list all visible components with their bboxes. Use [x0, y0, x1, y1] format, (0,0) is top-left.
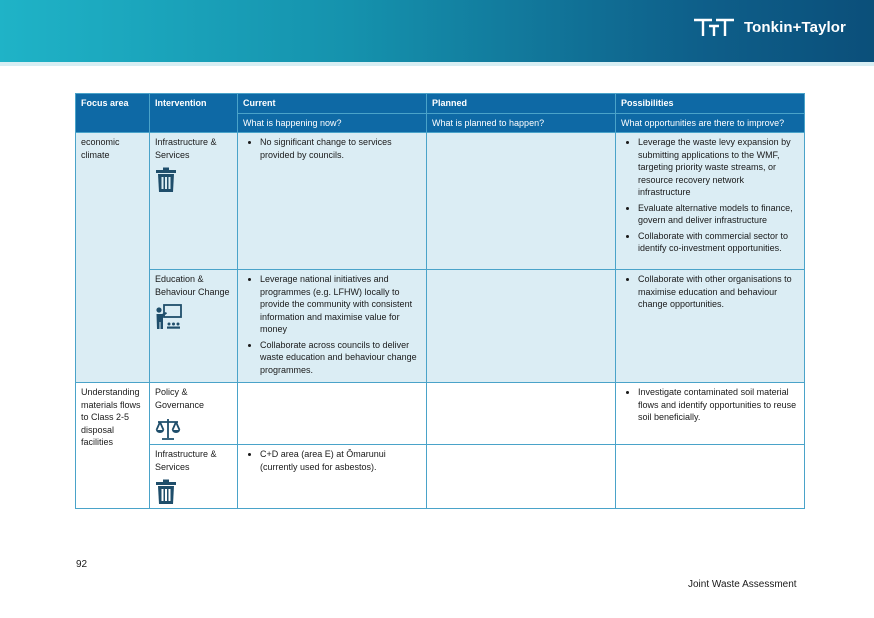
page-number: 92	[76, 559, 88, 570]
brand-logo	[692, 16, 846, 38]
list-item: • Collaborate with commercial sector to identify co-investment opportunities.	[638, 230, 799, 255]
intervention-cell	[150, 445, 238, 509]
planned-cell	[427, 445, 616, 509]
possibilities-cell	[616, 133, 805, 270]
focus-area-cell: economic climate	[76, 133, 150, 383]
header-divider	[0, 62, 874, 66]
assessment-table	[75, 93, 805, 509]
planned-cell	[427, 383, 616, 445]
footer-title: Joint Waste Assessment	[688, 579, 797, 590]
intervention-label: Infrastructure & Services	[155, 137, 217, 160]
current-cell	[238, 133, 427, 270]
tt-logo-icon	[692, 16, 738, 38]
current-cell	[238, 270, 427, 383]
table-row	[76, 445, 805, 509]
trash-bin-icon	[155, 167, 177, 193]
intervention-label: Education & Behaviour Change	[155, 274, 230, 297]
table-row	[76, 133, 805, 270]
intervention-cell	[150, 270, 238, 383]
current-cell	[238, 383, 427, 445]
subheader-possibilities: What opportunities are there to improve?	[616, 113, 805, 133]
list-item: • Evaluate alternative models to finance, govern and deliver infrastructure	[638, 202, 799, 227]
header-focus-area: Focus area	[76, 94, 150, 133]
trash-bin-icon	[155, 479, 177, 505]
possibilities-cell	[616, 383, 805, 445]
planned-cell	[427, 270, 616, 383]
possibilities-cell	[616, 270, 805, 383]
table-row	[76, 270, 805, 383]
possibilities-cell	[616, 445, 805, 509]
list-item: • Leverage the waste levy expansion by submitting applications to the WMF, targeting priority waste streams, or resource recovery network infrastructure	[638, 136, 799, 199]
table-row	[76, 383, 805, 445]
header-current: Current	[238, 94, 427, 114]
planned-cell	[427, 133, 616, 270]
current-cell	[238, 445, 427, 509]
list-item: • Collaborate with other organisations to maximise education and behaviour change opportunities.	[638, 273, 799, 311]
list-item: • Investigate contaminated soil material flows and identify opportunities to reuse soil beneficially.	[638, 386, 799, 424]
subheader-current: What is happening now?	[238, 113, 427, 133]
list-item: • No significant change to services provided by councils.	[260, 136, 421, 161]
scales-icon	[155, 417, 181, 441]
intervention-cell	[150, 133, 238, 270]
presenter-icon	[155, 304, 183, 330]
header-planned: Planned	[427, 94, 616, 114]
header-intervention: Intervention	[150, 94, 238, 133]
list-item: • C+D area (area E) at Ōmarunui (currently used for asbestos).	[260, 448, 421, 473]
list-item: • Leverage national initiatives and programmes (e.g. LFHW) locally to provide the community with consistent information and maximise value for money	[260, 273, 421, 336]
intervention-label: Policy & Governance	[155, 387, 205, 410]
intervention-cell	[150, 383, 238, 445]
subheader-planned: What is planned to happen?	[427, 113, 616, 133]
intervention-label: Infrastructure & Services	[155, 449, 217, 472]
list-item: • Collaborate across councils to deliver waste education and behaviour change programmes.	[260, 339, 421, 377]
header-possibilities: Possibilities	[616, 94, 805, 114]
brand-name: Tonkin+Taylor	[743, 18, 846, 36]
focus-area-cell: Understanding materials flows to Class 2-5 disposal facilities	[76, 383, 150, 509]
